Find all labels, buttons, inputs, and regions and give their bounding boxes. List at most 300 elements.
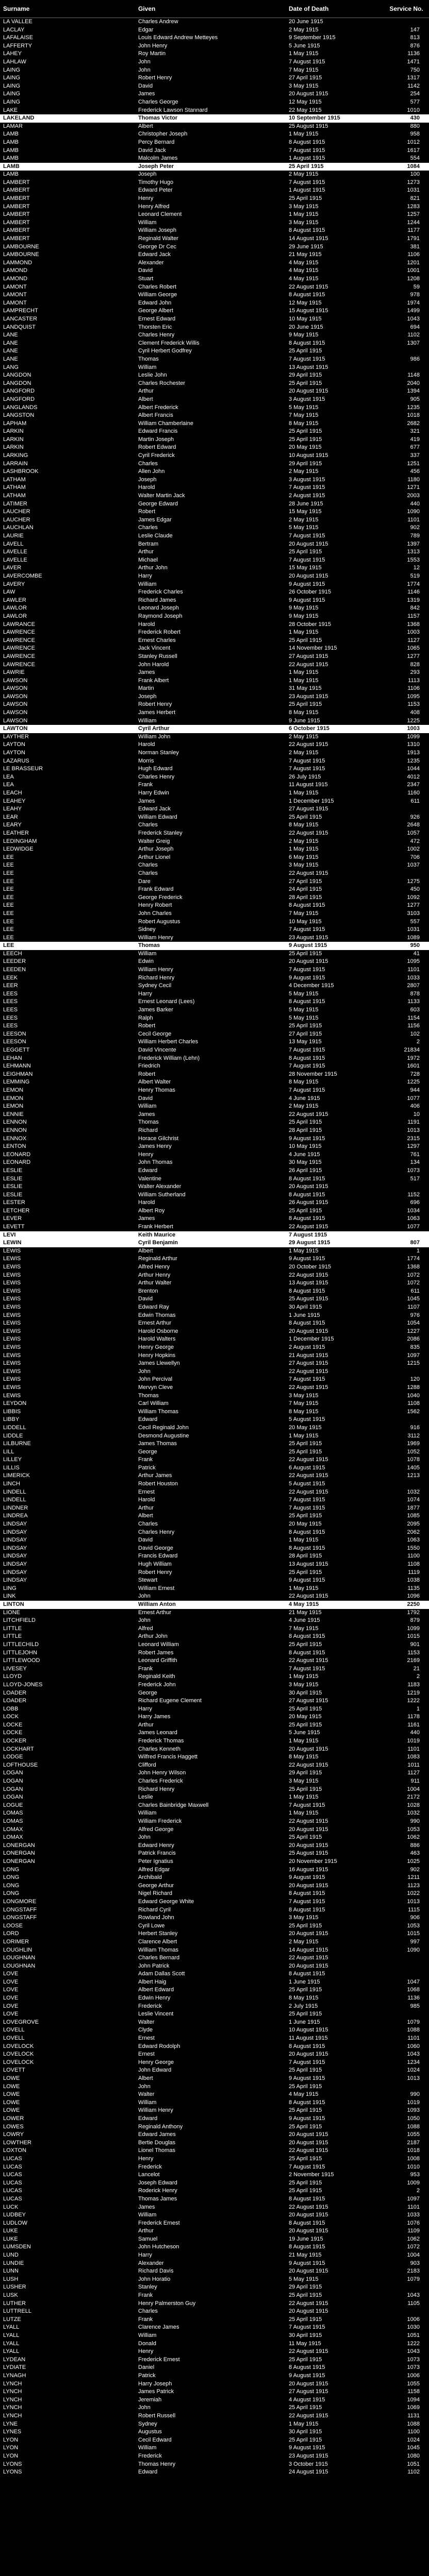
service-no-cell: 1099 — [407, 1625, 420, 1632]
service-no-cell: 456 — [410, 468, 420, 475]
surname-cell: LEMMING — [3, 1079, 30, 1086]
service-no-cell — [384, 1480, 429, 1488]
given-cell: John Thomas — [138, 1159, 173, 1166]
service-no-cell — [384, 364, 429, 372]
surname-cell: LAFFERTY — [3, 42, 32, 49]
surname-cell: LOGUE — [3, 1802, 23, 1808]
table-row — [0, 1802, 429, 1810]
table-row — [0, 1673, 429, 1681]
surname-cell: LENNIE — [3, 1111, 24, 1117]
surname-cell: LUSK — [3, 2292, 18, 2299]
date-of-death-cell: 3 October 1915 — [289, 2461, 328, 2467]
service-no-cell: 517 — [410, 1175, 420, 1182]
surname-cell: LOWTHER — [3, 2139, 31, 2146]
date-of-death-cell: 24 August 1915 — [289, 2469, 328, 2476]
surname-cell: LAWSON — [3, 701, 28, 708]
given-cell: John — [138, 66, 151, 73]
date-of-death-cell: 19 June 1915 — [289, 2235, 323, 2242]
table-row — [0, 1826, 429, 1834]
table-row — [0, 299, 429, 308]
date-of-death-cell: 8 August 1915 — [289, 1529, 325, 1535]
surname-cell: LEMON — [3, 1095, 24, 1101]
given-cell: Clement Frederick Willis — [138, 340, 200, 346]
given-cell: Robert Henry — [138, 701, 172, 708]
service-no-cell: 905 — [410, 396, 420, 402]
table-row — [0, 211, 429, 219]
surname-cell: LAHEY — [3, 50, 22, 57]
surname-cell: LEER — [3, 982, 18, 989]
surname-cell: LAVELLE — [3, 556, 27, 563]
surname-cell: LAWSON — [3, 717, 28, 724]
surname-cell: LONGMORE — [3, 1898, 37, 1905]
surname-cell: LIDDELL — [3, 1424, 26, 1431]
service-no-cell: 1001 — [407, 267, 420, 274]
table-row — [0, 2324, 429, 2332]
service-no-cell — [384, 1231, 429, 1240]
surname-cell: LAUCHER — [3, 509, 30, 515]
table-row — [0, 1769, 429, 1777]
table-row — [0, 805, 429, 814]
surname-cell: LAWRIE — [3, 669, 25, 676]
table-row — [0, 677, 429, 685]
surname-cell: LONGSTAFF — [3, 1914, 37, 1921]
service-no-cell: 880 — [410, 123, 420, 129]
date-of-death-cell: 22 August 1915 — [289, 1761, 328, 1768]
given-cell: Harold Osborne — [138, 1328, 178, 1334]
given-cell: Rowland John — [138, 1914, 174, 1921]
surname-cell: LONGSTAFF — [3, 1906, 37, 1913]
table-row — [0, 2107, 429, 2115]
service-no-cell: 1043 — [407, 2292, 420, 2299]
surname-cell: LAVER — [3, 565, 22, 571]
given-cell: Thomas — [135, 942, 286, 950]
table-row — [0, 307, 429, 315]
table-row — [0, 669, 429, 677]
date-of-death-cell: 4 December 1915 — [289, 982, 334, 989]
service-no-cell: 1792 — [407, 1609, 420, 1616]
given-cell: Leslie — [138, 1794, 153, 1801]
date-of-death-cell: 2 August 1915 — [289, 493, 325, 499]
service-no-cell: 2250 — [384, 1601, 429, 1609]
given-cell: Reginald Keith — [138, 1673, 175, 1680]
date-of-death-cell: 15 May 1915 — [289, 565, 322, 571]
table-row — [0, 588, 429, 597]
table-row — [0, 1914, 429, 1922]
table-row — [0, 2340, 429, 2348]
table-row — [0, 532, 429, 540]
given-cell: Frederick Charles — [138, 589, 183, 596]
service-no-cell: 1974 — [407, 299, 420, 306]
surname-cell: LAW — [3, 589, 15, 596]
table-row — [0, 661, 429, 669]
table-row — [0, 1866, 429, 1874]
date-of-death-cell: 2 July 1915 — [289, 2003, 318, 2009]
service-no-cell: 1115 — [408, 1906, 420, 1913]
given-cell: Leonard Joseph — [138, 605, 179, 612]
given-cell: James Herbert — [138, 709, 176, 716]
service-no-cell: 1090 — [407, 509, 420, 515]
table-row — [0, 2420, 429, 2429]
table-row — [0, 2251, 429, 2260]
service-no-cell: 1107 — [407, 1304, 420, 1310]
surname-cell: LOVELOCK — [3, 2043, 34, 2049]
service-no-cell: 1030 — [407, 2324, 420, 2331]
table-row — [0, 1135, 429, 1143]
table-row — [0, 123, 429, 131]
service-no-cell: 1011 — [407, 1761, 420, 1768]
date-of-death-cell: 7 May 1915 — [289, 412, 319, 419]
date-of-death-cell: 24 April 1915 — [289, 886, 322, 893]
date-of-death-cell: 25 April 1915 — [289, 1786, 322, 1792]
given-cell: Arthur — [138, 2228, 154, 2234]
date-of-death-cell: 25 April 1915 — [289, 1207, 322, 1214]
given-cell: Albert — [138, 396, 153, 402]
table-row — [0, 717, 429, 725]
service-no-cell: 1076 — [407, 2219, 420, 2226]
date-of-death-cell: 3 August 1915 — [289, 476, 325, 483]
service-no-cell: 1153 — [407, 701, 420, 708]
surname-cell: LOMAX — [3, 1826, 23, 1833]
given-cell: James — [138, 1215, 155, 1222]
date-of-death-cell: 25 April 1915 — [289, 1569, 322, 1575]
surname-cell: LONG — [3, 1866, 20, 1873]
table-row — [0, 1737, 429, 1745]
service-no-cell: 1010 — [407, 2163, 420, 2170]
service-no-cell: 2 — [416, 1039, 420, 1045]
date-of-death-cell: 25 April 1915 — [289, 1721, 322, 1728]
surname-cell: LEECH — [3, 950, 22, 957]
table-row — [0, 1464, 429, 1472]
surname-cell: LINDSAY — [3, 1561, 27, 1567]
given-cell: Albert — [138, 2075, 153, 2081]
given-cell: William Sutherland — [138, 1191, 186, 1198]
surname-cell: LEONARD — [3, 1151, 31, 1158]
service-no-cell — [384, 347, 429, 355]
table-row — [0, 1071, 429, 1079]
service-no-cell: 1018 — [407, 2147, 420, 2154]
surname-cell: LOWE — [3, 2075, 20, 2081]
service-no-cell: 1234 — [407, 2059, 420, 2065]
date-of-death-cell: 22 August 1915 — [289, 870, 328, 876]
table-row — [0, 26, 429, 35]
service-no-cell: 958 — [410, 131, 420, 138]
surname-cell: LAING — [3, 82, 21, 89]
service-no-cell: 761 — [410, 1151, 420, 1158]
date-of-death-cell: 1 June 1915 — [289, 1978, 320, 1985]
surname-cell: LUKE — [3, 2228, 18, 2234]
service-no-cell: 1102 — [407, 2469, 420, 2476]
service-no-cell: 926 — [410, 814, 420, 820]
date-of-death-cell: 22 August 1915 — [289, 1272, 328, 1278]
service-no-cell: 430 — [384, 114, 429, 123]
table-row — [0, 1504, 429, 1513]
given-cell: Edward Ray — [138, 1304, 169, 1310]
surname-cell: LAMOND — [3, 267, 28, 274]
given-cell: Edward Peter — [138, 187, 173, 194]
table-row — [0, 2035, 429, 2043]
service-no-cell: 1133 — [407, 998, 420, 1005]
table-row — [0, 1295, 429, 1303]
given-cell: Charles Robert — [138, 283, 176, 290]
surname-cell: LOVELL — [3, 2035, 25, 2042]
surname-cell: LOVELOCK — [3, 2059, 34, 2065]
table-row — [0, 1705, 429, 1714]
service-no-cell: 1024 — [407, 2067, 420, 2074]
table-row — [0, 492, 429, 500]
service-no-cell: 1101 — [407, 2204, 420, 2210]
service-no-cell — [384, 2283, 429, 2292]
service-no-cell: 1108 — [407, 1561, 420, 1567]
date-of-death-cell: 20 August 1915 — [289, 958, 328, 965]
given-cell: William — [138, 2332, 157, 2338]
date-of-death-cell: 13 August 1915 — [289, 1561, 328, 1567]
date-of-death-cell: 20 August 1915 — [289, 2139, 328, 2146]
service-no-cell: 1088 — [407, 2027, 420, 2033]
date-of-death-cell: 1 December 1915 — [289, 1336, 334, 1343]
surname-cell: LUTZE — [3, 2316, 21, 2323]
date-of-death-cell: 10 August 1915 — [289, 452, 328, 459]
service-no-cell: 1397 — [407, 540, 420, 547]
date-of-death-cell: 28 June 1915 — [289, 500, 323, 507]
service-no-cell: 1105 — [407, 2300, 420, 2307]
surname-cell: LEWIS — [3, 1368, 21, 1375]
table-row — [0, 1842, 429, 1850]
service-no-cell — [384, 1368, 429, 1376]
date-of-death-cell: 2 August 1915 — [289, 1344, 325, 1350]
surname-cell: LINDELL — [3, 1488, 26, 1495]
surname-cell: LEHMANN — [3, 1063, 31, 1070]
surname-cell: LAMB — [3, 147, 19, 154]
date-of-death-cell: 3 August 1915 — [289, 396, 325, 402]
date-of-death-cell: 25 April 1915 — [289, 1440, 322, 1447]
date-of-death-cell: 9 August 1915 — [289, 974, 325, 981]
date-of-death-cell: 8 August 1915 — [289, 1055, 325, 1061]
service-no-cell: 944 — [410, 1087, 420, 1093]
given-cell: George Arthur — [138, 1882, 174, 1889]
given-cell: Frederick Ernest — [138, 2219, 180, 2226]
date-of-death-cell: 22 August 1915 — [289, 1224, 328, 1230]
service-no-cell: 2 — [416, 1673, 420, 1680]
table-row — [0, 1946, 429, 1955]
date-of-death-cell: 8 August 1915 — [289, 902, 325, 909]
given-cell: George Frederick — [138, 894, 183, 901]
given-cell: Frederick John — [138, 1681, 176, 1688]
date-of-death-cell: 8 August 1915 — [289, 1545, 325, 1551]
service-no-cell: 1032 — [407, 1810, 420, 1817]
surname-cell: LYONS — [3, 2461, 22, 2467]
surname-cell: LEWIS — [3, 1384, 21, 1391]
surname-cell: LEWIS — [3, 1336, 21, 1343]
service-no-cell: 1617 — [407, 147, 420, 154]
date-of-death-cell: 7 August 1915 — [289, 1802, 325, 1808]
surname-cell: LUCK — [3, 2204, 19, 2210]
given-cell: Arthur Lionel — [138, 854, 171, 860]
surname-cell: LEWIS — [3, 1296, 21, 1302]
table-row — [0, 331, 429, 340]
date-of-death-cell: 22 August 1915 — [289, 2348, 328, 2355]
service-no-cell: 1004 — [407, 2252, 420, 2259]
service-no-cell: 1123 — [407, 1882, 420, 1889]
table-row — [0, 918, 429, 926]
given-cell: Charles Henry — [138, 773, 175, 780]
table-row — [0, 147, 429, 155]
service-no-cell: 1211 — [407, 1874, 420, 1881]
given-cell: Norman Stanley — [138, 750, 179, 756]
service-no-cell: 1065 — [407, 645, 420, 652]
date-of-death-cell: 21 May 1915 — [289, 2252, 322, 2259]
date-of-death-cell: 2 May 1915 — [289, 1103, 319, 1110]
date-of-death-cell: 29 April 1915 — [289, 2284, 322, 2291]
date-of-death-cell: 20 August 1915 — [289, 91, 328, 97]
date-of-death-cell: 8 May 1915 — [289, 1408, 319, 1415]
surname-cell: LOMAS — [3, 1810, 23, 1817]
table-row — [0, 1809, 429, 1818]
service-no-cell: 1095 — [407, 693, 420, 700]
table-row — [0, 1529, 429, 1537]
table-row — [0, 1400, 429, 1408]
service-no-cell: 1101 — [407, 967, 420, 973]
table-row — [0, 1786, 429, 1794]
date-of-death-cell: 3 May 1915 — [289, 1681, 319, 1688]
surname-cell: LANDQUIST — [3, 324, 36, 330]
given-cell: William — [138, 2099, 157, 2106]
surname-cell: LITTLE — [3, 1633, 22, 1640]
surname-cell: LITTLE — [3, 1625, 22, 1632]
date-of-death-cell: 8 May 1915 — [289, 1754, 319, 1760]
surname-cell: LOVELL — [3, 2027, 25, 2033]
service-no-cell: 1257 — [407, 211, 420, 218]
service-no-cell: 1068 — [407, 1987, 420, 1993]
given-cell: Richard Henry — [138, 1786, 175, 1792]
given-cell: Samuel — [138, 2235, 158, 2242]
given-cell: Edward — [138, 1167, 158, 1174]
surname-cell: LEWIS — [3, 1360, 21, 1367]
surname-cell: LASHBROOK — [3, 468, 39, 475]
date-of-death-cell: 20 June 1915 — [289, 324, 323, 330]
surname-cell: LINDSAY — [3, 1553, 27, 1560]
date-of-death-cell: 25 April 1915 — [289, 348, 322, 354]
surname-cell: LOCK — [3, 1714, 19, 1720]
service-no-cell: 1055 — [407, 2131, 420, 2138]
given-cell: David Vincente — [138, 1047, 176, 1053]
service-no-cell: 1317 — [407, 75, 420, 81]
table-row — [0, 1625, 429, 1633]
service-no-cell: 903 — [410, 2260, 420, 2266]
table-row — [0, 90, 429, 98]
given-cell: Harry — [138, 1705, 152, 1712]
given-cell: Frederick Stanley — [138, 829, 183, 836]
given-cell: John — [138, 2083, 151, 2090]
service-no-cell: 2187 — [407, 2139, 420, 2146]
given-cell: Wilfred Francis Haggett — [138, 1754, 197, 1760]
table-row — [0, 1111, 429, 1119]
service-no-cell: 879 — [410, 1617, 420, 1624]
date-of-death-cell: 5 May 1915 — [289, 524, 319, 531]
surname-cell: LUCAS — [3, 2155, 22, 2162]
surname-cell: LEWIS — [3, 1320, 21, 1327]
service-no-cell: 813 — [410, 35, 420, 41]
table-row — [0, 420, 429, 428]
service-no-cell: 1127 — [407, 1770, 420, 1776]
table-row — [0, 1038, 429, 1046]
given-cell: Henry — [138, 1151, 154, 1158]
surname-cell: LONG — [3, 1874, 20, 1881]
surname-cell: LEWIN — [0, 1239, 135, 1247]
table-row — [0, 1633, 429, 1641]
table-row — [0, 1014, 429, 1023]
date-of-death-cell: 25 April 1915 — [289, 380, 322, 386]
table-row — [0, 693, 429, 701]
given-cell: David — [138, 82, 153, 89]
surname-cell: LAMONT — [3, 292, 27, 298]
surname-cell: LEE — [0, 942, 135, 950]
given-cell: Ralph — [138, 1014, 153, 1021]
date-of-death-cell: 20 May 1915 — [289, 444, 322, 451]
service-no-cell: 1601 — [407, 1063, 420, 1070]
table-row — [0, 1882, 429, 1890]
service-no-cell: 1161 — [407, 1721, 420, 1728]
table-row — [0, 910, 429, 918]
given-cell: John Patrick — [138, 1962, 170, 1969]
given-cell: Sidney — [138, 926, 156, 933]
surname-cell: LAWRENCE — [3, 629, 35, 636]
service-no-cell: 1471 — [407, 58, 420, 65]
given-cell: John — [138, 2404, 151, 2411]
given-cell: Stewart — [138, 1577, 158, 1584]
given-cell: Ernest Arthur — [138, 1320, 172, 1327]
given-cell: William Joseph — [138, 227, 176, 234]
surname-cell: LEES — [3, 998, 18, 1005]
given-cell: Charles Andrew — [138, 19, 178, 25]
date-of-death-cell: 25 April 1915 — [289, 1023, 322, 1029]
table-row — [0, 548, 429, 556]
date-of-death-cell: 25 April 1915 — [289, 2179, 322, 2186]
service-no-cell: 677 — [410, 444, 420, 451]
given-cell: Alexander — [138, 2260, 164, 2266]
surname-cell: LENNON — [3, 1127, 27, 1133]
service-no-cell: 1277 — [407, 653, 420, 659]
table-row — [0, 508, 429, 516]
service-no-cell: 147 — [410, 26, 420, 33]
service-no-cell: 1100 — [407, 1553, 420, 1560]
table-row — [0, 2428, 429, 2436]
surname-cell: LYDEAN — [3, 2356, 26, 2363]
table-row — [0, 2412, 429, 2420]
table-row — [0, 227, 429, 235]
table-row — [0, 1215, 429, 1223]
table-row — [0, 1103, 429, 1111]
date-of-death-cell: 7 August 1915 — [289, 147, 325, 154]
surname-cell: LEVI — [0, 1231, 135, 1240]
table-row — [0, 436, 429, 444]
service-no-cell: 1050 — [407, 2115, 420, 2122]
surname-cell: LAMB — [0, 163, 135, 171]
table-row — [0, 1046, 429, 1055]
date-of-death-cell: 27 April 1915 — [289, 878, 322, 885]
service-no-cell: 1913 — [407, 750, 420, 756]
service-no-cell: 1088 — [407, 2420, 420, 2427]
table-row — [0, 1352, 429, 1360]
surname-cell: LUDLOW — [3, 2219, 28, 2226]
surname-cell: LEYDON — [3, 1400, 27, 1407]
given-cell: Arthur Walter — [138, 1280, 172, 1286]
table-row — [0, 540, 429, 549]
table-row — [0, 1143, 429, 1151]
date-of-death-cell: 7 August 1915 — [289, 556, 325, 563]
surname-cell: LITCHFIELD — [3, 1617, 36, 1624]
given-cell: Arthur John — [138, 1633, 168, 1640]
table-row — [0, 2003, 429, 2011]
